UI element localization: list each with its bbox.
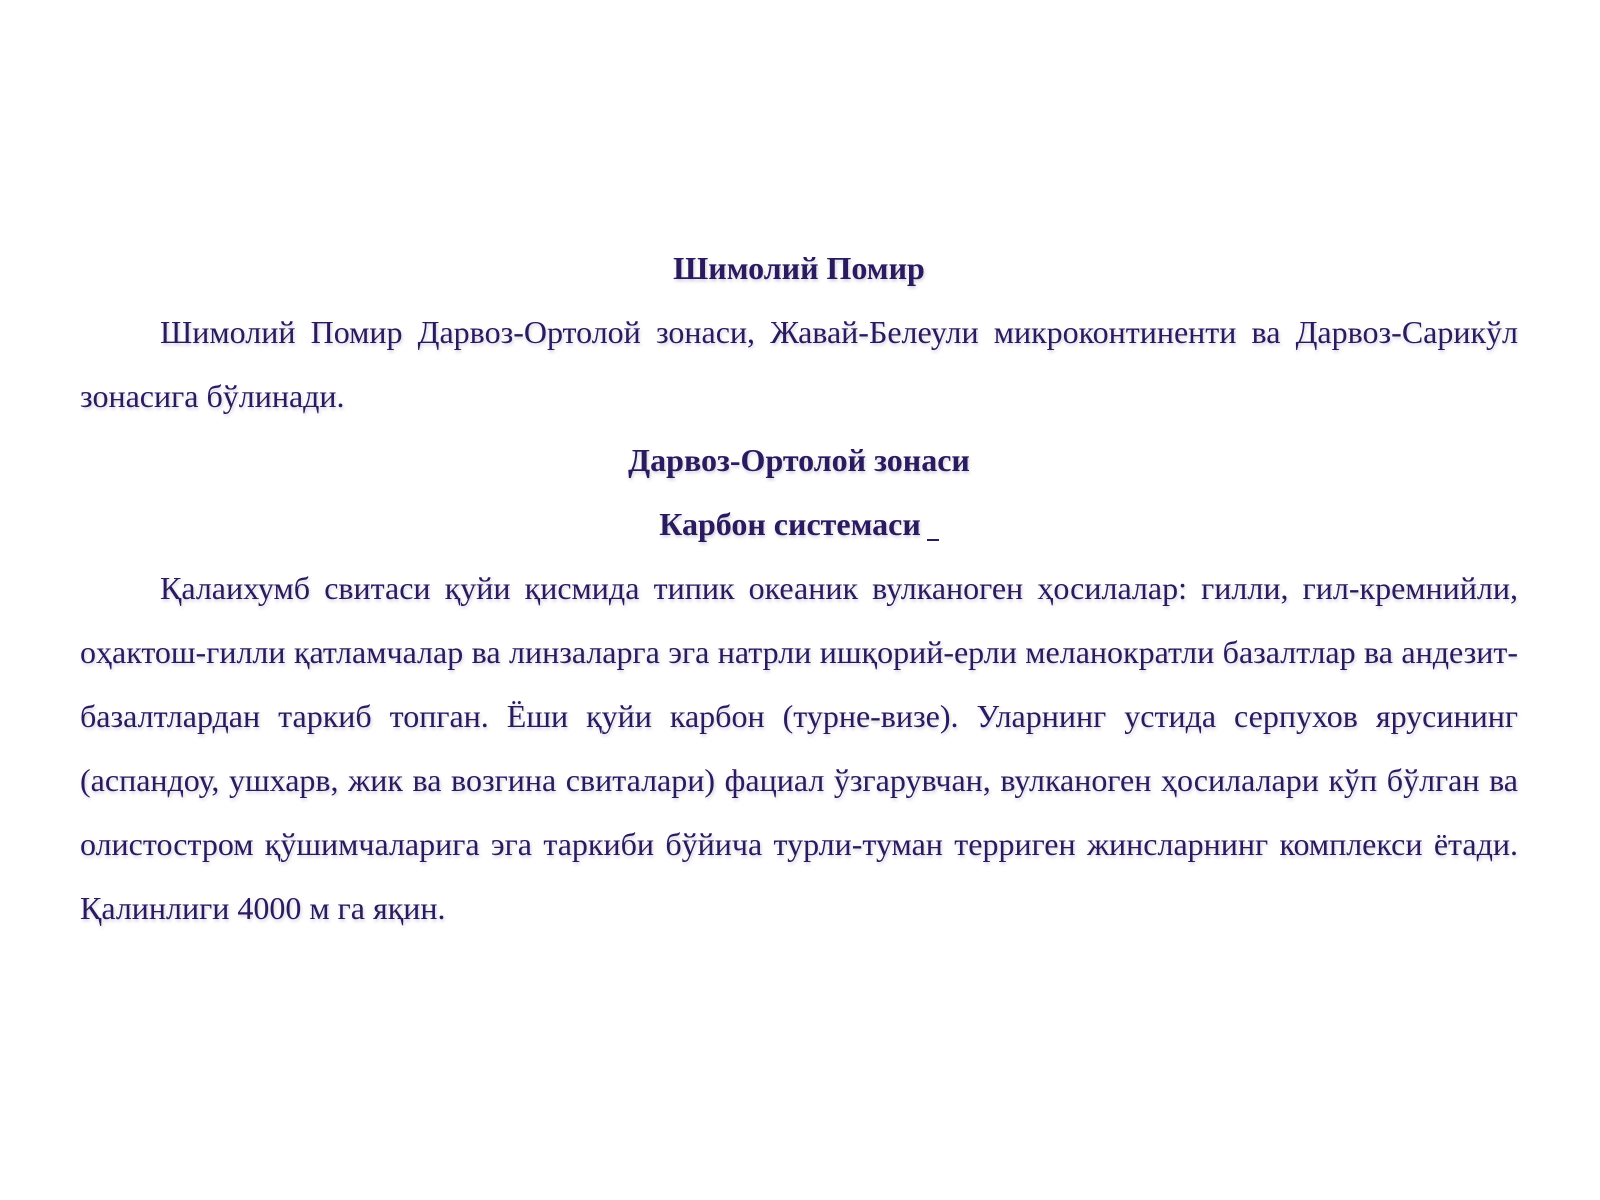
subsection-heading-wrap [80,492,1518,556]
intro-paragraph: Шимолий Помир Дарвоз-Ортолой зонаси, Жавай-Белеули микроконтиненти ва Дарвоз-Сарикўл зонасига бўлинади. [80,314,1518,414]
document-title: Шимолий Помир [673,250,925,286]
cursor-mark [927,539,939,541]
subsection-heading: Карбон системаси [659,506,921,542]
section-heading: Дарвоз-Ортолой зонаси [628,442,970,478]
body-paragraph: Қалаихумб свитаси қуйи қисмида типик океаник вулканоген ҳосилалар: гилли, гил-кремнийли, оҳактош-гилли қатламчалар ва линзаларга эга натрли ишқорий-ерли меланократли базалтлар ва андезит-базалтлардан таркиб топган. Ёши қуйи карбон (турне-визе). Уларнинг устида серпухов ярусининг (аспандоу, ушхарв, жик ва возгина свиталари) фациал ўзгарувчан, вулканоген ҳосилалари кўп бўлган ва олистостром қўшимчаларига эга таркиби бўйича турли-туман терриген жинсларнинг комплекси ётади. Қалинлиги 4000 м га яқин. [80,570,1518,926]
document-page [80,236,1518,940]
